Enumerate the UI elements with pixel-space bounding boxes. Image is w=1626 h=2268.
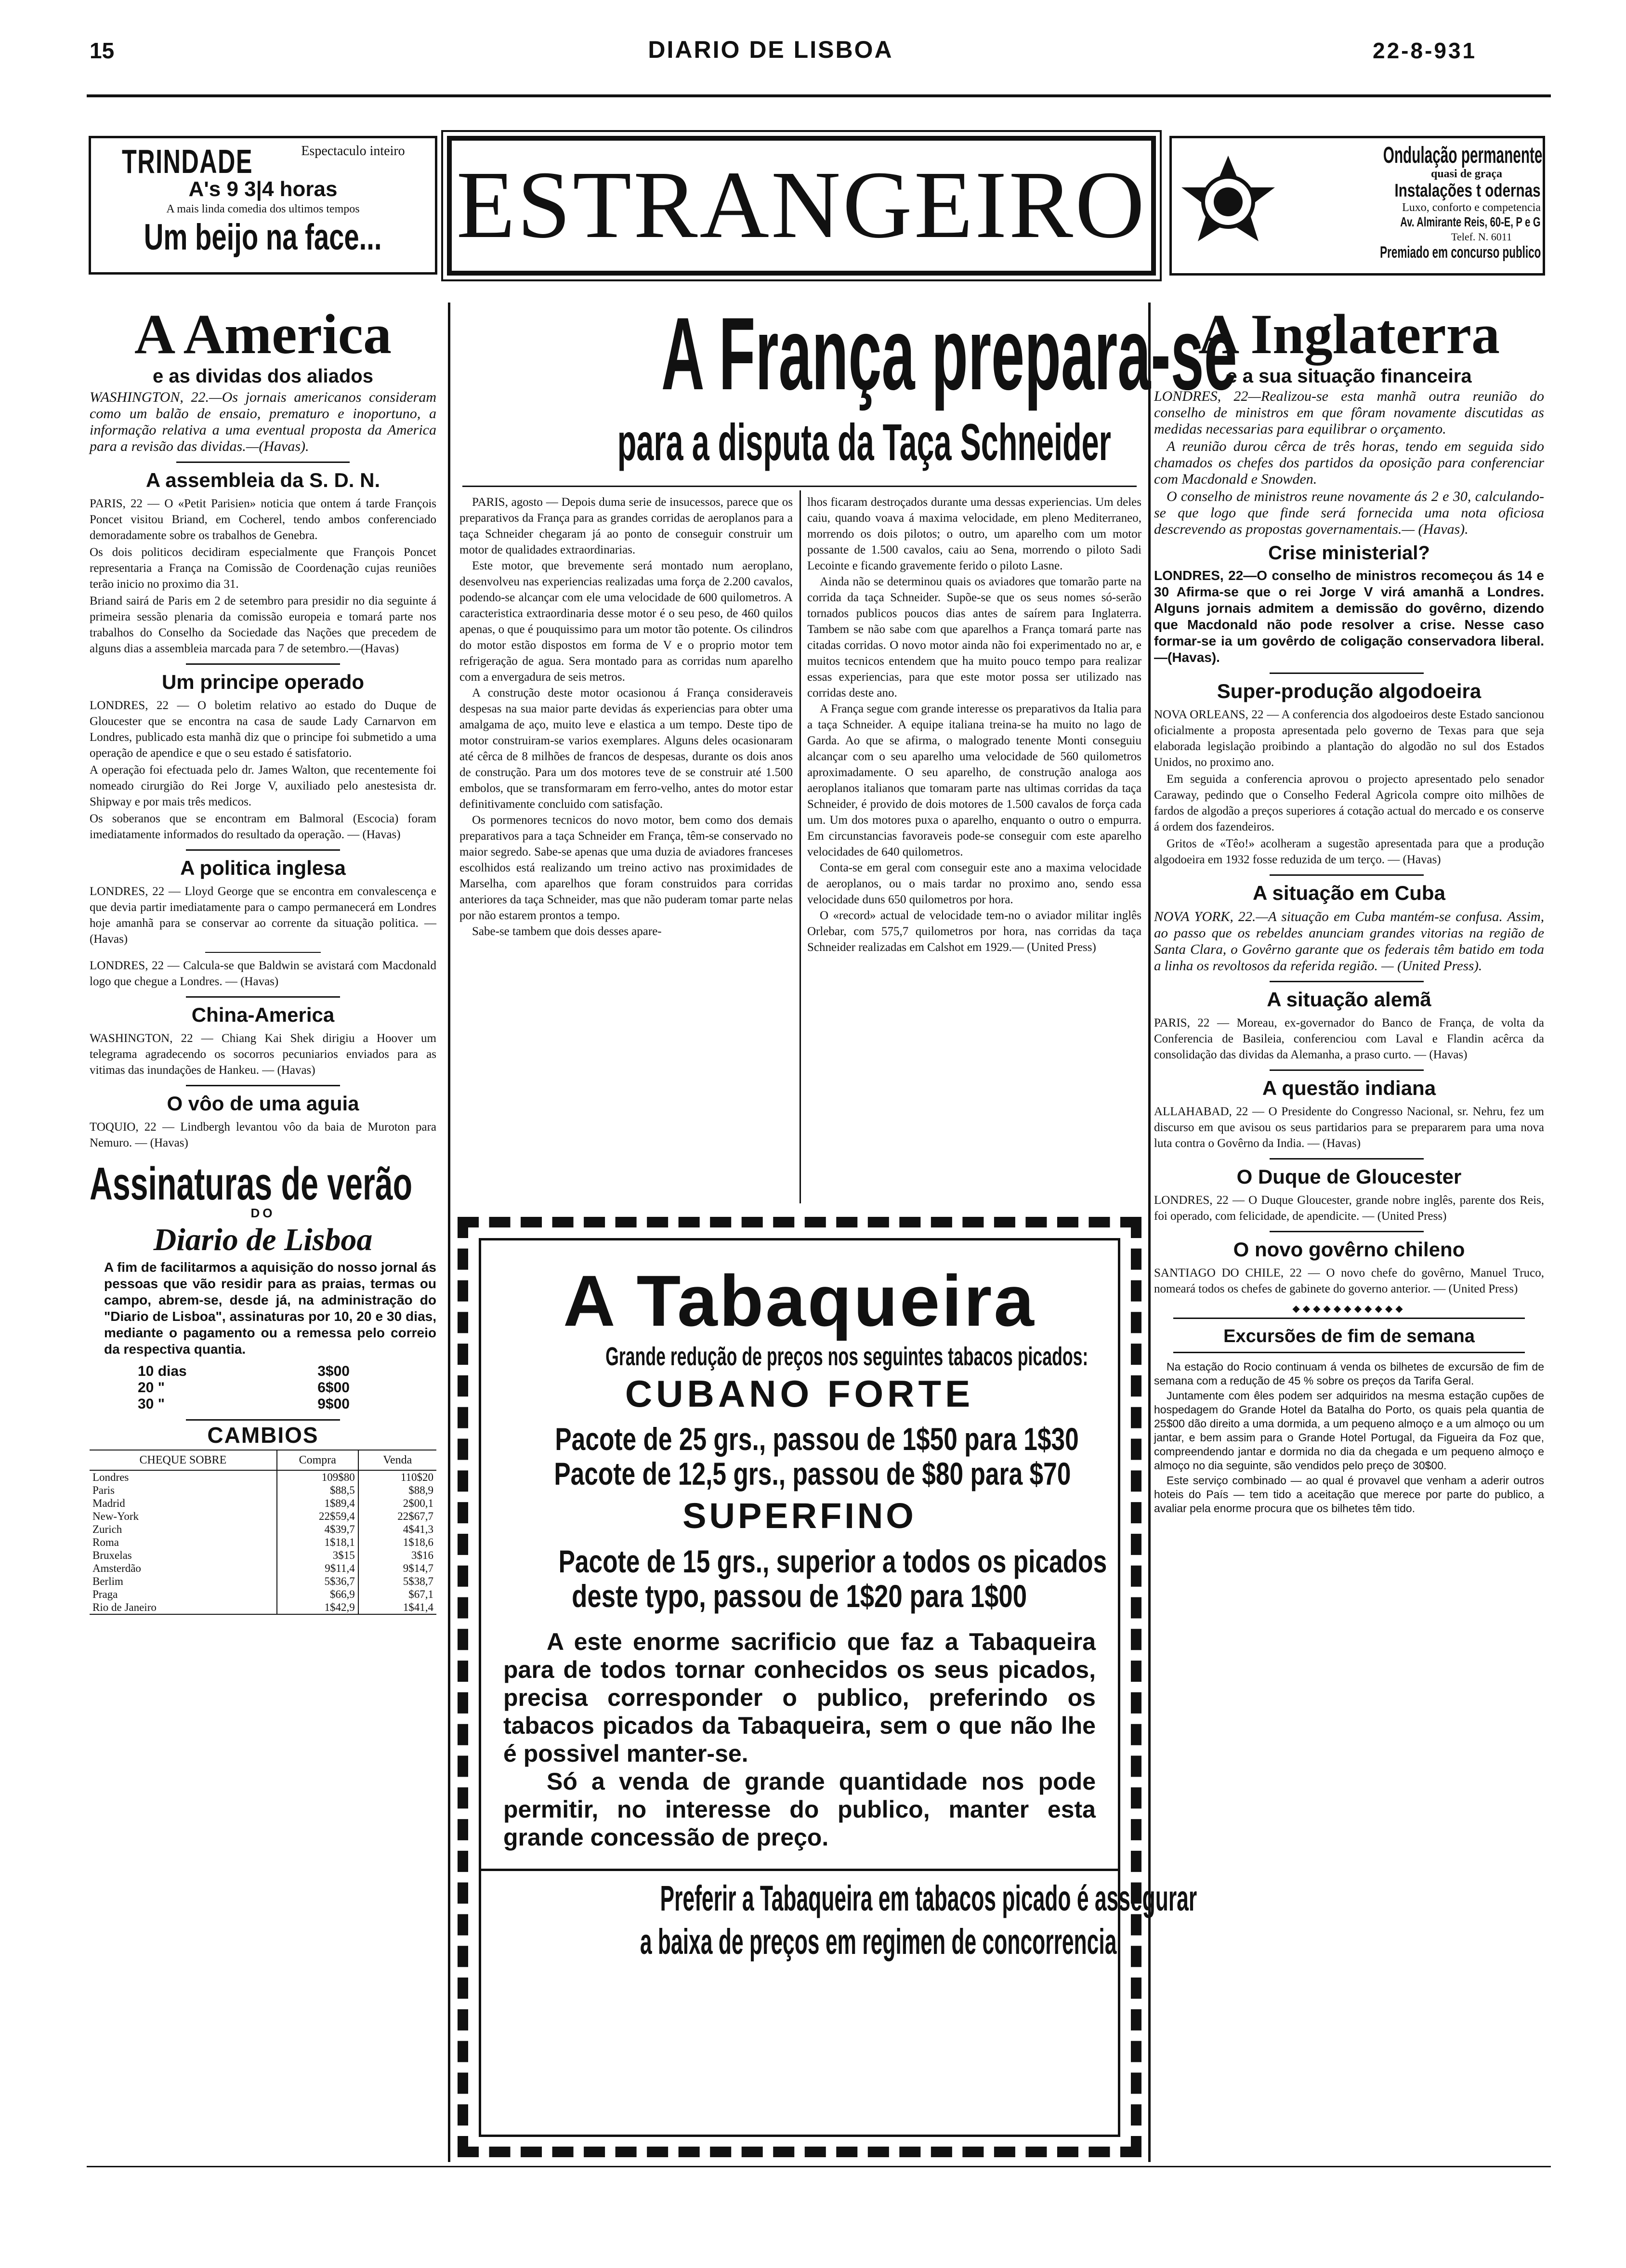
cambios-table [90, 1450, 436, 1615]
cambios-buy: 1$18,1 [277, 1536, 358, 1549]
chileno-body: SANTIAGO DO CHILE, 22 — O novo chefe do govêrno, Manuel Truco, nomeará todos os chefes de gabinete do governo anterior. — (United Press) [1154, 1266, 1544, 1295]
main-subheadline: para a disputa da Taça Schneider [617, 413, 1111, 471]
algodao-p3: Gritos de «Têo!» acolheram a sugestão apresentada para que a produção algodoeira em 1932 fosse reduzida de um terço. — (Havas) [1154, 837, 1544, 866]
divider [1270, 1158, 1424, 1160]
assinaturas-prices [138, 1363, 350, 1412]
cambios-sell: 1$18,6 [358, 1536, 436, 1549]
tabaqueira-price2: Pacote de 12,5 grs., passou de $80 para $70 [554, 1456, 1071, 1491]
divider [186, 663, 340, 665]
cambios-sell: $67,1 [358, 1588, 436, 1601]
inglaterra-p3: O conselho de ministros reune novamente ás 2 e 30, calculando-se que logo que finde será fornecida uma nota oficiosa descrevendo as propostas governamentais.— (Havas). [1154, 488, 1544, 537]
cambios-row [90, 1562, 436, 1575]
principe-p1: LONDRES, 22 — O boletim relativo ao estado do Duque de Gloucester que se encontra na casa de saude Lady Carnarvon em Londres, publicado esta manhã diz que o principe foi submetido a uma operação de apendice e que o seu estado é satisfatorio. [90, 699, 436, 760]
algodao-title: Super-produção algodoeira [1217, 680, 1482, 702]
cambios-buy: 9$11,4 [277, 1562, 358, 1575]
divider [205, 952, 321, 953]
inglaterra-title: A Inglaterra [1198, 303, 1500, 366]
cambios-header: CHEQUE SOBRE [90, 1450, 277, 1470]
tabaqueira-lead: Grande redução de preços nos seguintes tabacos picados: [605, 1342, 1088, 1371]
schneider-p2: Este motor, que brevemente será montado num aeroplano, desenvolveu nas experiencias realizadas uma força de 2.200 cavalos, podendo-se alcançar com ele uma velocidade de 600 quilometros. A caracteristica extraordinaria desse motor é o seu peso, de 460 quilos apenas, o que é pouquissimo para um motor tão potente. Os cilindros do motor estão dispostos em forma de V e o proprio motor tem refrigeração de agua. Sera montado para as corridas num aparelho com a envergadura de seis metros. [459, 559, 793, 684]
cambios-row [90, 1588, 436, 1601]
cambios-buy: $88,5 [277, 1484, 358, 1497]
tabaqueira-price3b: deste typo, passou de 1$20 para 1$00 [572, 1578, 1027, 1614]
cambios-currency: Londres [92, 1471, 129, 1483]
price-value: 9$00 [317, 1396, 350, 1412]
cambios-buy: 4$39,7 [277, 1523, 358, 1536]
subhead-rule [462, 486, 1137, 487]
page-number: 15 [90, 38, 115, 63]
tabaqueira-brand2: SUPERFINO [682, 1496, 917, 1536]
cambios-buy: 109$80 [277, 1470, 358, 1484]
issue-date: 22-8-931 [1373, 38, 1477, 63]
tabaqueira-footer1: Preferir a Tabaqueira em tabacos picado é assegurar [660, 1878, 1197, 1918]
tabaqueira-ad [479, 1238, 1197, 2137]
principe-p3: Os soberanos que se encontram em Balmoral (Escocia) foram imediatamente informados do resultado da operação. — (Havas) [90, 812, 436, 841]
duque-title: O Duque de Gloucester [1236, 1165, 1462, 1188]
trindade-name: TRINDADE [122, 143, 253, 180]
cambios-buy: 22$59,4 [277, 1510, 358, 1523]
price-label: 20 " [138, 1380, 165, 1396]
trindade-title: Um beijo na face... [144, 217, 382, 258]
cuba-title: A situação em Cuba [1253, 882, 1445, 904]
excursoes-p1: Na estação do Rocio continuam á venda os bilhetes de excursão de fim de semana com a redução de 45 % sobre os preços da Tarifa Geral. [1154, 1360, 1544, 1387]
inglaterra-p2: A reunião durou cêrca de três horas, tendo em seguida sido chamados os chefes dos partidos da oposição para conferenciar com Macdonald e Snowden. [1154, 438, 1544, 487]
cambios-row [90, 1536, 436, 1549]
cambios-sell: 4$41,3 [358, 1523, 436, 1536]
cuba-body: NOVA YORK, 22.—A situação em Cuba mantém-se confusa. Assim, ao passo que os rebeldes anunciam grandes vitorias na região de Santa Clara, o Govêrno garante que os federais têm batido em toda a linha os revoltosos da referida região. — (United Press). [1154, 909, 1544, 974]
tabaqueira-brand1: CUBANO FORTE [625, 1372, 974, 1415]
china-title: China-America [191, 1003, 335, 1026]
cambios-currency: Roma [92, 1536, 119, 1548]
cambios-header: Compra [277, 1450, 358, 1470]
divider [1270, 672, 1424, 674]
center-column-rule [800, 490, 801, 1203]
masthead-rule [87, 94, 1551, 97]
price-value: 3$00 [317, 1363, 350, 1379]
cambios-row [90, 1549, 436, 1562]
cambios-currency: Bruxelas [92, 1549, 132, 1561]
price-label: 30 " [138, 1396, 165, 1412]
page-bottom-rule [87, 2166, 1551, 2167]
cambios-currency: Berlim [92, 1575, 123, 1587]
indiana-title: A questão indiana [1262, 1077, 1436, 1099]
cambios-currency: Amsterdão [92, 1562, 141, 1574]
sdn-p2: Os dois politicos decidiram especialmente que François Poncet representaria a França na Comissão de Coordenação cujas reuniões terão inicio no proximo dia 31. [90, 546, 436, 591]
cambios-buy: 5$36,7 [277, 1575, 358, 1588]
cambios-header: Venda [358, 1450, 436, 1470]
schneider-p7: Ainda não se determinou quais os aviadores que tomarão parte na corrida da taça Schneider. Supõe-se que os seus nomes só-serão tornados publicos poucos dias antes de saírem para Inglaterra. Tambem se não sabe com que aparelhos a França tomará parte nas citadas corridas. O novo motor ainda não foi experimentado no ar, e muitos tecnicos entendem que ha muito pouco tempo para realizar essas experiencias, para que este motor possa ser utilizado nas corridas deste ano. [807, 575, 1141, 699]
excursoes-p2: Juntamente com êles podem ser adquiridos na mesma estação cupões de hospedagem do Grande Hotel da Batalha do Porto, os quais pela quantia de 25$00 dão direito a uma dormida, a um pequeno almoço e a um almoço ou um jantar, e bem assim para o Grande Hotel Portugal, da Figueira da Foz que, compreendendo jantar e dormida no dia da chegada e um pequeno almoço e almoço no dia seguinte, são vendidos pelo preço de 30$00. [1154, 1389, 1544, 1472]
tabaqueira-price3a: Pacote de 15 grs., superior a todos os picados [558, 1543, 1107, 1579]
cambios-sell: 2$00,1 [358, 1497, 436, 1510]
inglaterra-p1: LONDRES, 22—Realizou-se esta manhã outra reunião do conselho de ministros em que fôram novamente discutidas as medidas necessarias para equilibrar o orçamento. [1154, 388, 1544, 437]
cambios-title: CAMBIOS [207, 1423, 319, 1448]
trindade-ad [89, 136, 437, 275]
cambios-buy: 1$42,9 [277, 1601, 358, 1614]
ondulacao-line7: Premiado em concurso publico [1379, 243, 1541, 262]
cambios-row [90, 1510, 436, 1523]
cambios-currency: Zurich [92, 1523, 122, 1535]
divider [186, 849, 340, 851]
aguia-body: TOQUIO, 22 — Lindbergh levantou vôo da baia de Muroton para Nemuro. — (Havas) [90, 1121, 436, 1149]
trindade-sub: A mais linda comedia dos ultimos tempos [166, 203, 360, 215]
cambios-row [90, 1470, 436, 1484]
schneider-p8: A França segue com grande interesse os preparativos da Italia para a taça Schneider. A equipe italiana treina-se ha muito no lago de Garda. Ao que se afirma, o malogrado tenente Monti conseguiu alcançar com o seu aparelho uma velocidade de 560 quilometros aproximadamente. O seu aparelho, de construção analoga aos aeroplanos italianos que tomaram parte nas ultimas corridas da taça Schneider, é provido de dois motores de 1.500 cavalos de força cada um. Um dos motores puxa o aparelho, enquanto o outro o empurra. Em circunstancias favoraveis pode-se conseguir com este aparelho velocidades de 640 quilometros. [807, 702, 1141, 858]
tabaqueira-body1: A este enorme sacrificio que faz a Tabaqueira para de todos tornar conhecidos os seus picados, precisa corresponder o publico, preferindo os tabacos picados da Tabaqueira, sem o que não lhe é possivel manter-se. [503, 1628, 1096, 1767]
principe-p2: A operação foi efectuada pelo dr. James Walton, que recentemente foi nomeado cirurgião do Rei Jorge V, auxiliado pelo anestesista dr. Shipway e por mais três medicos. [90, 764, 436, 808]
right-column [1154, 303, 1544, 1516]
ondulacao-line6: Telef. N. 6011 [1451, 231, 1512, 243]
cambios-currency: Praga [92, 1588, 118, 1600]
crise-body: LONDRES, 22—O conselho de ministros recomeçou ás 14 e 30 Afirma-se que o rei Jorge V virá amanhã a Londres. Alguns jornais admitem a demissão do govêrno, dizendo que Macdonald não pode resolver a crise. Nesse caso formar-se ia um govêrdo de coligação conservadora liberal.—(Havas). [1154, 568, 1544, 665]
divider [186, 996, 340, 998]
ondulacao-line4: Luxo, conforto e competencia [1402, 201, 1541, 214]
inglesa-p2: LONDRES, 22 — Calcula-se que Baldwin se avistará com Macdonald logo que chegue a Londres. — (Havas) [90, 959, 436, 988]
assinaturas-body: A fim de facilitarmos a aquisição do nosso jornal ás pessoas que vão residir para as praias, termas ou campo, abrem-se, desde já, na administração do "Diario de Lisboa", assinaturas por 10, 20 e 30 dias, mediante o pagamento ou a remessa pelo correio da respectiva quantia. [104, 1260, 436, 1357]
cambios-sell: 9$14,7 [358, 1562, 436, 1575]
cambios-row [90, 1497, 436, 1510]
divider [1270, 981, 1424, 982]
tabaqueira-rule [481, 1869, 1118, 1871]
ondulacao-ad [1169, 136, 1545, 276]
center-col1 [459, 494, 793, 939]
trindade-tag: Espectaculo inteiro [301, 144, 405, 158]
center-col2 [807, 494, 1141, 955]
schneider-p1: PARIS, agosto — Depois duma serie de insucessos, parece que os preparativos da França para as grandes corridas de aeroplanos para a taça Schneider chegaram já ao ponto de conseguir construir um motor de qualidades extraordinarias. [459, 496, 793, 556]
inglaterra-subtitle: e a sua situação financeira [1226, 366, 1472, 387]
schneider-p5: Sabe-se tambem que dois desses apare- [472, 925, 662, 938]
divider [186, 1085, 340, 1086]
cambios-buy: $66,9 [277, 1588, 358, 1601]
assinaturas-do: DO [250, 1206, 275, 1220]
cambios-sell: 110$20 [358, 1470, 436, 1484]
aguia-title: O vôo de uma aguia [167, 1092, 359, 1115]
sdn-p3: Briand sairá de Paris em 2 de setembro para presidir no dia seguinte á primeira sessão plenaria da comissão europeia e tomará parte nos trabalhos do Conselho da Sociedade das Nações que precedem de alguns dias a assembleia marcada para 7 de setembro.—(Havas) [90, 594, 436, 655]
china-body: WASHINGTON, 22 — Chiang Kai Shek dirigiu a Hoover um telegrama agradecendo os socorros pecuniarios enviados para as vitimas das inundações de Hankeu. — (Havas) [90, 1032, 436, 1077]
indiana-body: ALLAHABAD, 22 — O Presidente do Congresso Nacional, sr. Nehru, fez um discurso em que avisou os seus partidarios para se prepararem para uma nova luta contra o Govêrno da India. — (Havas) [1154, 1105, 1544, 1150]
crise-title: Crise ministerial? [1268, 542, 1430, 564]
schneider-p9: Conta-se em geral com conseguir este ano a maxima velocidade de aeroplanos, ou o mais tardar no proximo ano, sendo essa velocidade duns 650 quilometros por hora. [807, 861, 1141, 906]
cambios-sell: 3$16 [358, 1549, 436, 1562]
price-value: 6$00 [317, 1380, 350, 1396]
cambios-buy: 1$89,4 [277, 1497, 358, 1510]
divider [1173, 1318, 1525, 1319]
cambios-row [90, 1523, 436, 1536]
price-label: 10 dias [138, 1363, 187, 1379]
tabaqueira-price1: Pacote de 25 grs., passou de 1$50 para 1$30 [555, 1421, 1079, 1457]
principe-title: Um principe operado [161, 671, 365, 693]
assinaturas-paper-logo: Diario de Lisboa [153, 1222, 373, 1257]
divider [186, 1419, 340, 1421]
star-seal-icon [1178, 154, 1279, 260]
section-title: ESTRANGEIRO [456, 152, 1147, 258]
cambios-buy: 3$15 [277, 1549, 358, 1562]
cambios-sell: 5$38,7 [358, 1575, 436, 1588]
cambios-row [90, 1601, 436, 1614]
alema-title: A situação alemã [1267, 988, 1431, 1011]
inglesa-title: A politica inglesa [180, 857, 346, 879]
schneider-p3: A construção deste motor ocasionou á França consideraveis despesas na sua maior parte devidas ás experiencias para obter uma amalgama de aço, muito leve e elastica a um tempo. Deste tipo de motor construiram-se varios exemplares. Alguns deles ocasionaram até cêrca de 8 milhões de francos de despesas, durante os dois anos de construção. Para um dos motores teve de se construir até 1.500 embolos, que se transformaram em ferro-velho, antes do motor estar definitivamente concluido com satisfação. [459, 686, 793, 811]
tabaqueira-body2: Só a venda de grande quantidade nos pode permitir, no interesse do publico, manter esta grande concessão de preço. [503, 1768, 1096, 1851]
america-body: WASHINGTON, 22.—Os jornais americanos consideram como um balão de ensaio, prematuro e inoportuno, a informação relativa a uma eventual proposta da America para a revisão das dividas.—(Havas). [90, 389, 436, 454]
divider [176, 462, 350, 463]
schneider-p6: lhos ficaram destroçados durante uma dessas experiencias. Um deles caiu, quando voava á maxima velocidade, em pleno Mediterraneo, morrendo os dois pilotos; o outro, um aparelho com um motor possante de 1.500 cavalos, caiu ao Sena, morrendo o piloto Sadi Lecointe e ficando gravemente ferido o piloto Lasne. [807, 496, 1141, 572]
schneider-p10: O «record» actual de velocidade tem-no o aviador militar inglês Orlebar, com 575,7 quilometros por hora, nas corridas da taça Schneider realizadas em Calshot em 1929.— (United Press) [807, 909, 1141, 954]
ondulacao-line5: Av. Almirante Reis, 60-E, P e G [1400, 214, 1541, 229]
divider [1270, 874, 1424, 876]
left-column [90, 303, 436, 1615]
algodao-p1: NOVA ORLEANS, 22 — A conferencia dos algodoeiros deste Estado sancionou oficialmente a proposta apresentada pelo governo de Texas para que seja elaborada legislação proibindo a plantação do algodão no sul dos Estados Unidos, no proximo ano. [1154, 708, 1544, 769]
ornament-divider-icon: ◆◆◆◆◆◆◆◆◆◆◆ [1292, 1304, 1406, 1314]
tabaqueira-footer2: a baixa de preços em regimen de concorrencia [640, 1922, 1117, 1962]
divider [1270, 1231, 1424, 1232]
cambios-currency: Rio de Janeiro [90, 1601, 277, 1614]
alema-body: PARIS, 22 — Moreau, ex-governador do Banco de França, de volta da Conferencia de Basileia, conferenciou com Laval e Flandin acêrca da consolidação das dividas da Alemanha, a praso curto. — (Havas) [1154, 1016, 1544, 1061]
schneider-p4: Os pormenores tecnicos do novo motor, bem como dos demais preparativos para a taça Schneider em França, têm-se conservado no maior segredo. Sabe-se apenas que uma duzia de aviadores franceses escolhidos está realizando um treino activo nas proximidades de Marselha, com aparelhos que foram construidos para corridas anteriores da taça Schneider, mas que não puderam tomar parte nelas por não estarem prontos a tempo. [459, 814, 793, 922]
cambios-row [90, 1484, 436, 1497]
sdn-p1: PARIS, 22 — O «Petit Parisien» noticia que ontem á tarde François Poncet visitou Briand, em Cocherel, tendo ambos conferenciado demoradamente sobre os trabalhos de Genebra. [90, 497, 436, 542]
america-title: A America [134, 303, 392, 366]
trindade-time: A's 9 3|4 horas [188, 177, 338, 201]
excursoes-title: Excursões de fim de semana [1223, 1326, 1475, 1346]
sdn-title: A assembleia da S. D. N. [145, 469, 380, 491]
cambios-sell: 1$41,4 [358, 1601, 436, 1614]
cambios-sell: $88,9 [358, 1484, 436, 1497]
main-headline: A França prepara-se [661, 296, 1237, 411]
duque-body: LONDRES, 22 — O Duque Gloucester, grande nobre inglês, parente dos Reis, foi operado, com felicidade, de apendicite. — (United Press) [1154, 1194, 1544, 1223]
ondulacao-line3: Instalações t odernas [1394, 181, 1541, 201]
excursoes-p3: Este serviço combinado — ao qual é provavel que venham a aderir outros hoteis do País — tem tido a aceitação que merece por parte do publico, a avaliar pela enorme procura que os bilhetes têm tido. [1154, 1474, 1544, 1515]
cambios-sell: 22$67,7 [358, 1510, 436, 1523]
assinaturas-title: Assinaturas de verão [90, 1158, 413, 1210]
divider [1173, 1352, 1525, 1353]
cambios-currency: Madrid [92, 1497, 125, 1509]
column-rule-left [448, 303, 450, 2162]
tabaqueira-title: A Tabaqueira [563, 1260, 1036, 1341]
chileno-title: O novo govêrno chileno [1233, 1238, 1465, 1261]
ondulacao-line1: Ondulação permanente [1383, 143, 1543, 168]
divider [1270, 1069, 1424, 1071]
cambios-currency: New-York [92, 1510, 139, 1522]
cambios-row [90, 1575, 436, 1588]
america-subtitle: e as dividas dos aliados [153, 366, 373, 387]
cambios-currency: Paris [92, 1484, 115, 1496]
ondulacao-line2: quasi de graça [1430, 168, 1502, 180]
algodao-p2: Em seguida a conferencia aprovou o projecto apresentado pelo senador Caraway, pedindo que o Conselho Federal Agricola compre oito milhões de fardos de algodão a preços superiores á cotação actual do mercado e os conserve á ordem dos fazendeiros. [1154, 773, 1544, 833]
inglesa-p1: LONDRES, 22 — Lloyd George que se encontra em convalescença e que devia partir imediatamente para o campo permanecerá em Londres hoje amanhã para se conservar ao corrente da situação politica. — (Havas) [90, 885, 436, 946]
paper-name-header: DIARIO DE LISBOA [648, 36, 893, 63]
